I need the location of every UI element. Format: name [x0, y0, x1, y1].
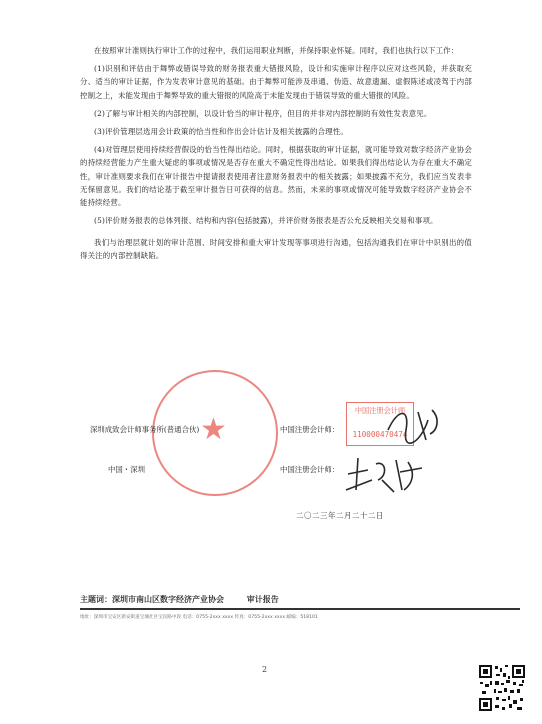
cpa-signature-1 [380, 400, 450, 450]
cpa-label-1: 中国注册会计师： [280, 425, 340, 434]
paragraph-intro: 在按照审计准则执行审计工作的过程中，我们运用职业判断，并保持职业怀疑。同时，我们也执行以下工作： [94, 46, 459, 55]
footer-subject: 主题词：深圳市南山区数字经济产业协会 [80, 595, 224, 604]
seal-star-icon: ★ [200, 412, 227, 447]
cpa-signature-2 [342, 450, 432, 498]
cpa-stamp-title: 中国注册会计师 [354, 406, 406, 415]
paragraph-item-4: (4)对管理层使用持续经营假设的恰当性得出结论。同时，根据获取的审计证据，就可能导致对数字经济产业协会的持续经营能力产生重大疑虑的事项或情况是否存在重大不确定性得出结论。如果我们得出结论认为存在重大不确定性，审计准则要求我们在审计报告中提请报表使用者注意财务报表中的相关披露；如果披露不充分，我们应当发表非无保留意见。我们的结论基于截至审计报告日可获得的信息。然而，未来的事项或情况可能导致数字经济产业协会不能持续经营。 [80, 144, 472, 208]
report-date: 二〇二三年二月二十二日 [296, 511, 384, 520]
paragraph-item-1: (1)识别和评估由于舞弊或错误导致的财务报表重大错报风险，设计和实施审计程序以应对这些风险，并获取充分、适当的审计证据，作为发表审计意见的基础。由于舞弊可能涉及串通、伪造、故意遗漏、虚假陈述或凌驾于内部控制之上，未能发现由于舞弊导致的重大错报的风险高于未能发现由于错误导致的重大错报的风险。 [80, 64, 472, 100]
footer-address: 地址：深圳市宝安区新安街道宝城社区宝民路中段 电话：0755-2xxx xxxx 传真：0755-2xxx xxxx 邮编：518101 [80, 615, 318, 620]
location: 中国・深圳 [108, 465, 145, 474]
footer-divider [80, 608, 520, 610]
paragraph-item-5: (5)评价财务报表的总体列报、结构和内容(包括披露)，并评价财务报表是否公允反映相关交易和事项。 [94, 216, 438, 226]
cpa-label-2: 中国注册会计师： [280, 465, 340, 474]
page-number: 2 [262, 665, 268, 674]
firm-name: 深圳成致会计师事务所(普通合伙) [90, 425, 200, 434]
footer-subject-bar [80, 594, 520, 605]
paragraph-item-2: (2)了解与审计相关的内部控制，以设计恰当的审计程序，但目的并非对内部控制的有效性发表意见。 [94, 108, 432, 118]
footer-report: 审计报告 [246, 595, 279, 604]
cpa-stamp-number: 110000470474 [352, 430, 408, 439]
paragraph-item-3: (3)评价管理层选用会计政策的恰当性和作出会计估计及相关披露的合理性。 [94, 126, 348, 136]
paragraph-communication: 我们与治理层就计划的审计范围、时间安排和重大审计发现等事项进行沟通，包括沟通我们在审计中识别出的值得关注的内部控制缺陷。 [80, 237, 472, 261]
qr-code-icon [478, 664, 526, 712]
